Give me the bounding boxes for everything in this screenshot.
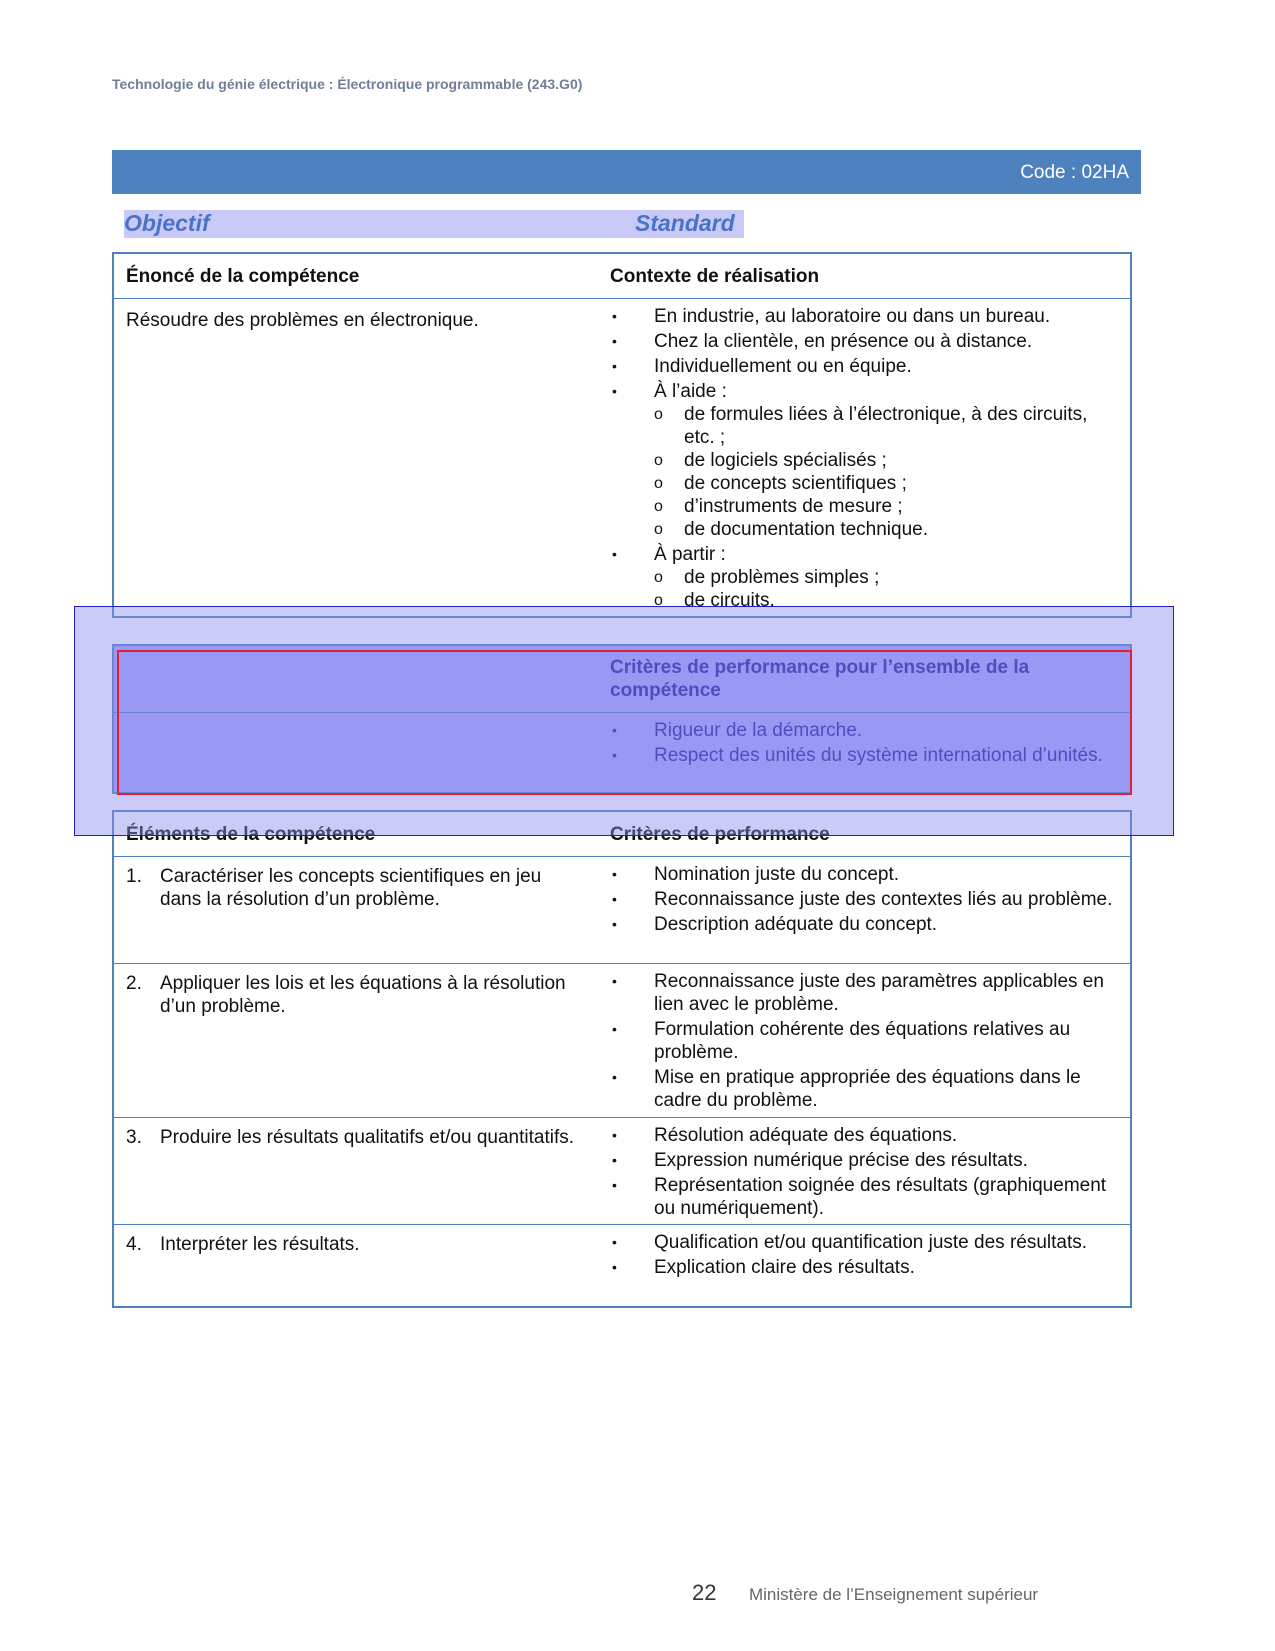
table-header [114,646,1130,713]
sub-bullet-icon: o [654,498,663,515]
list-item: • Représentation soignée des résultats (graphiquement ou numériquement). [612,1175,1107,1219]
table-row [114,1224,1130,1307]
bullet-icon: • [612,546,617,562]
sub-list-item: o de formules liées à l’électronique, à des circuits, etc. ; [654,404,1088,448]
criteria-header: Critères de performance [610,824,830,845]
competency-code: Code : 02HA [1020,162,1129,183]
elements-criteria-table [112,810,1132,1308]
element-3: 3. Produire les résultats qualitatifs et/ou quantitatifs. [126,1127,575,1148]
bullet-icon: • [612,1152,617,1168]
competency-statement: Résoudre des problèmes en électronique. [126,310,479,331]
sub-bullet-icon: o [654,475,663,492]
sub-bullet-icon: o [654,569,663,586]
sub-list-item: o de problèmes simples ; [654,567,880,588]
statement-context-table [112,252,1132,618]
bullet-icon: • [612,1069,617,1085]
standard-title: Standard [635,210,735,236]
bullet-icon: • [612,1234,617,1250]
table-header [114,254,1130,299]
overall-criteria-table [112,644,1132,794]
context-header: Contexte de réalisation [610,266,820,287]
list-item: • À l’aide : o de formules liées à l’électronique, à des circuits, etc. ; o de logiciels spécialisés ; o de concepts scientifiques ; o d’instruments de mesure ; o de documentation technique. [610,380,1120,541]
overall-criteria-header: Critères de performance pour l’ensemble de la compétence [610,657,1030,701]
overall-criteria-list [610,719,1120,769]
list-item: • Chez la clientèle, en présence ou à distance. [612,331,1033,352]
code-bar [112,150,1141,194]
list-item: • Reconnaissance juste des paramètres applicables en lien avec le problème. [612,971,1104,1015]
table-row [114,1117,1130,1224]
table-row [114,963,1130,1117]
list-item: • Rigueur de la démarche. [612,720,863,741]
context-list [610,305,1120,614]
bullet-icon: • [612,722,617,738]
list-item: • Individuellement ou en équipe. [612,356,912,377]
page-footer [692,1580,1038,1606]
list-item: • Qualification et/ou quantification juste des résultats. [612,1232,1088,1253]
table-header [114,812,1130,857]
bullet-icon: • [612,891,617,907]
sub-list-item: o de logiciels spécialisés ; [654,450,887,471]
bullet-icon: • [612,973,617,989]
sub-bullet-icon: o [654,521,663,538]
statement-header: Énoncé de la compétence [126,266,360,287]
list-item: • Description adéquate du concept. [612,914,938,935]
list-item: • À partir : o de problèmes simples ; o de circuits. [610,543,1120,612]
sub-list-item: o de circuits. [654,590,775,611]
element-1: 1. Caractériser les concepts scientifiques en jeu dans la résolution d’un problème. [126,866,542,910]
bullet-icon: • [612,916,617,932]
section-titles [124,210,744,238]
bullet-icon: • [612,747,617,763]
sub-list-item: o de documentation technique. [654,519,929,540]
elements-header: Éléments de la compétence [126,824,376,845]
page-number: 22 [692,1580,717,1605]
list-item: • Mise en pratique appropriée des équations dans le cadre du problème. [612,1067,1081,1111]
bullet-icon: • [612,308,617,324]
sub-bullet-icon: o [654,406,663,423]
bullet-icon: • [612,1259,617,1275]
sub-list-item: o d’instruments de mesure ; [654,496,903,517]
list-item: • Explication claire des résultats. [612,1257,915,1278]
bullet-icon: • [612,1127,617,1143]
list-item: • Respect des unités du système international d’unités. [612,745,1103,766]
bullet-icon: • [612,358,617,374]
bullet-icon: • [612,866,617,882]
element-4: 4. Interpréter les résultats. [126,1234,360,1255]
table-row [114,857,1130,963]
criteria-list-1 [610,863,1120,938]
criteria-list-3 [610,1124,1120,1222]
sub-bullet-icon: o [654,452,663,469]
sub-bullet-icon: o [654,592,663,609]
list-item: • Formulation cohérente des équations relatives au problème. [612,1019,1071,1063]
element-2: 2. Appliquer les lois et les équations à la résolution d’un problème. [126,973,566,1017]
bullet-icon: • [612,1021,617,1037]
criteria-list-4 [610,1231,1120,1281]
bullet-icon: • [612,1177,617,1193]
list-item: • Résolution adéquate des équations. [612,1125,958,1146]
criteria-list-2 [610,970,1120,1114]
list-item: • Nomination juste du concept. [612,864,900,885]
list-item: • Expression numérique précise des résultats. [612,1150,1028,1171]
bullet-icon: • [612,383,617,399]
sub-list-item: o de concepts scientifiques ; [654,473,907,494]
bullet-icon: • [612,333,617,349]
list-item: • En industrie, au laboratoire ou dans un bureau. [612,306,1051,327]
ministry-name: Ministère de l’Enseignement supérieur [748,1585,1039,1604]
list-item: • Reconnaissance juste des contextes liés au problème. [612,889,1113,910]
objective-title: Objectif [124,210,210,236]
program-header: Technologie du génie électrique : Électronique programmable (243.G0) [112,76,583,92]
